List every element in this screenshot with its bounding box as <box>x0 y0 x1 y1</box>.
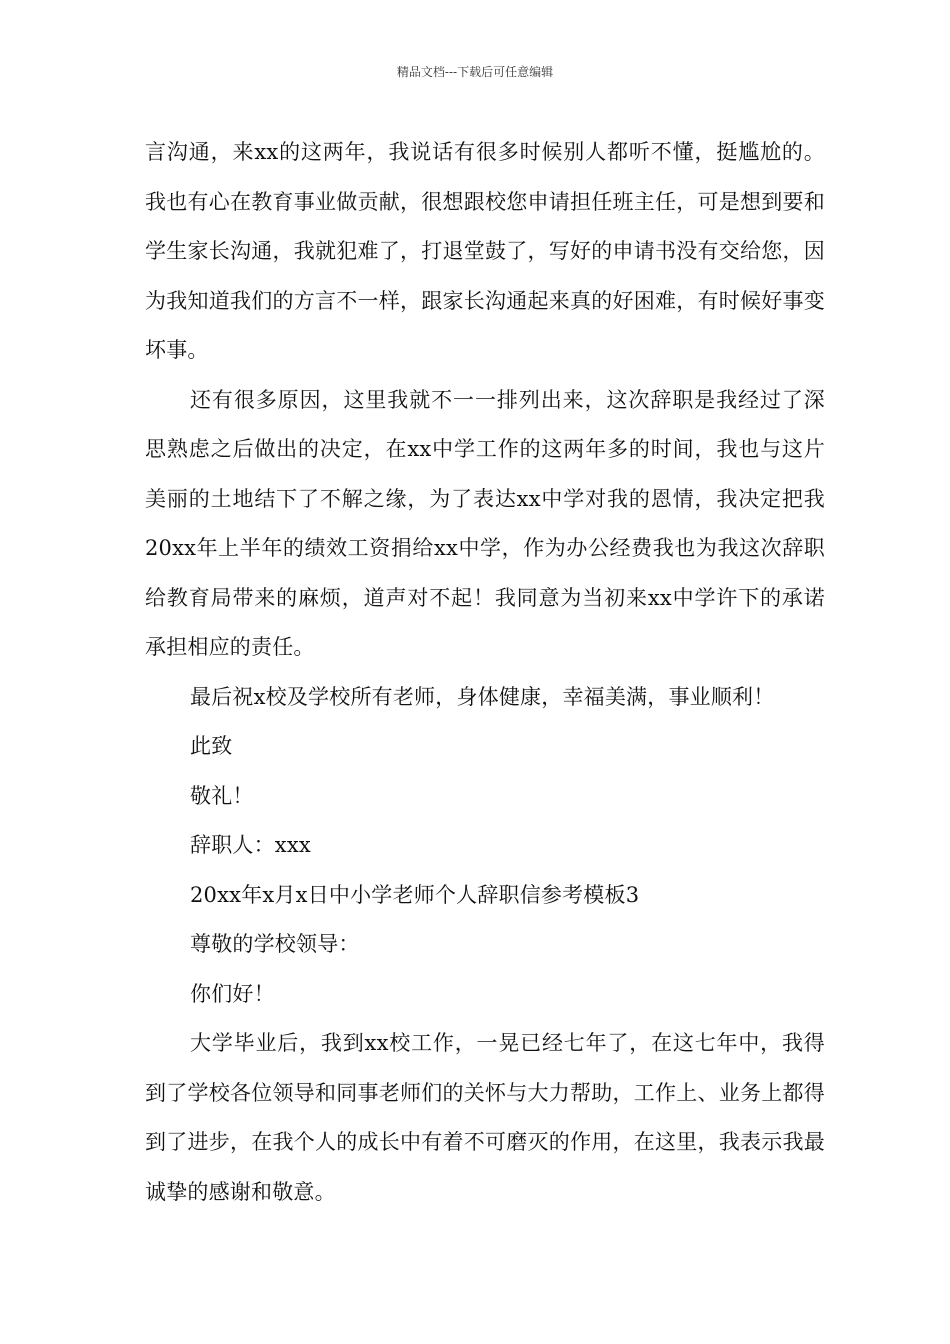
date-and-template-title: 20xx年x月x日中小学老师个人辞职信参考模板3 <box>190 882 640 907</box>
paragraph-continued: 言沟通，来xx的这两年，我说话有很多时候别人都听不懂，挺尴尬的。我也有心在教育事业做贡献，很想跟校您申请担任班主任，可是想到要和学生家长沟通，我就犯难了，打退堂鼓了，写好的申请书没有交给您，因为我知道我们的方言不一样，跟家长沟通起来真的好困难，有时候好事变坏事。 <box>145 140 825 362</box>
letter-hello: 你们好！ <box>190 981 275 1006</box>
page-header: 精品文档---下载后可任意编辑 <box>396 65 554 79</box>
document-body <box>145 128 825 1217</box>
signature-line: 辞职人：xxx <box>190 833 311 857</box>
salutation-cizhi: 此致 <box>190 734 233 758</box>
paragraph-reasons: 还有很多原因，这里我就不一一排列出来，这次辞职是我经过了深思熟虑之后做出的决定，在xx中学工作的这两年多的时间，我也与这片美丽的土地结下了不解之缘，为了表达xx中学对我的恩情，我决定把我20xx年上半年的绩效工资捐给xx中学，作为办公经费我也为我这次辞职给教育局带来的麻烦，道声对不起！我同意为当初来xx中学许下的承诺承担相应的责任。 <box>145 387 825 659</box>
letter-greeting: 尊敬的学校领导： <box>190 932 360 956</box>
salutation-jingli: 敬礼！ <box>190 783 254 808</box>
paragraph-gratitude: 大学毕业后，我到xx校工作，一晃已经七年了，在这七年中，我得到了学校各位领导和同事老师们的关怀与大力帮助，工作上、业务上都得到了进步，在我个人的成长中有着不可磨灭的作用，在这里，我表示我最诚挚的感谢和敬意。 <box>145 1031 825 1204</box>
closing-wishes: 最后祝x校及学校所有老师，身体健康，幸福美满，事业顺利！ <box>190 684 775 709</box>
